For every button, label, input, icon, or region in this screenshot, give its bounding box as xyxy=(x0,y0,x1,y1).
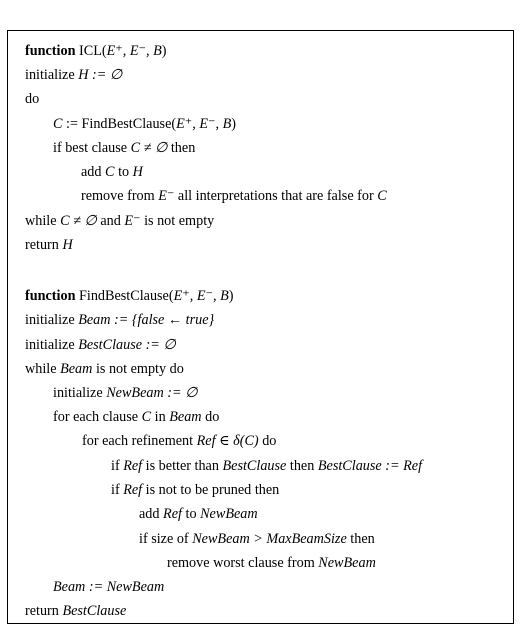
math-var: H xyxy=(132,164,143,180)
math-var: H xyxy=(62,237,73,253)
math-var: BestClause xyxy=(222,458,287,474)
math-expr: C ≠ ∅ xyxy=(60,213,97,229)
math-expr: H := ∅ xyxy=(78,67,123,83)
keyword: then xyxy=(350,531,375,547)
math-var: NewBeam xyxy=(318,555,376,571)
keyword: add xyxy=(139,506,160,522)
function-keyword: function xyxy=(25,43,76,59)
icl-add-line xyxy=(81,163,143,181)
keyword: if size of xyxy=(139,531,189,547)
math-var: C xyxy=(105,164,115,180)
math-var: C xyxy=(141,409,152,425)
fbc-init-best-line xyxy=(25,336,176,354)
fbc-add-line xyxy=(139,505,258,523)
function-name: ICL( xyxy=(79,43,107,59)
math-var: Beam xyxy=(169,409,202,425)
function-args: E⁺, E⁻, B xyxy=(106,43,162,59)
keyword: return xyxy=(25,603,59,619)
text: is better than xyxy=(145,458,219,474)
call-text: := FindBestClause( xyxy=(62,116,177,132)
text: is not empty xyxy=(144,213,215,229)
keyword: in xyxy=(154,409,166,425)
math-expr: NewBeam := ∅ xyxy=(106,385,198,401)
paren-close: ) xyxy=(231,116,236,132)
math-var: NewBeam xyxy=(200,506,258,522)
algorithm-box xyxy=(7,30,514,624)
math-var: E⁻ xyxy=(158,188,175,204)
keyword: initialize xyxy=(53,385,103,401)
keyword: and xyxy=(100,213,121,229)
keyword: initialize xyxy=(25,337,75,353)
math-var: BestClause xyxy=(62,603,127,619)
fbc-init-beam-line xyxy=(25,311,214,329)
keyword: while xyxy=(25,213,57,229)
math-expr: Ref ∈ δ(C) xyxy=(196,433,259,449)
function-args: E⁺, E⁻, B xyxy=(173,288,229,304)
keyword: while xyxy=(25,361,57,377)
math-expr: C ≠ ∅ xyxy=(130,140,168,156)
keyword: if xyxy=(111,482,120,498)
keyword: do xyxy=(262,433,277,449)
fbc-return-line xyxy=(25,602,126,620)
keyword: remove from xyxy=(81,188,155,204)
math-var: E⁻ xyxy=(124,213,141,229)
keyword: then xyxy=(289,458,315,474)
fbc-assign-beam-line xyxy=(53,578,164,596)
fbc-remove-worst-line xyxy=(167,554,376,572)
math-expr: BestClause := Ref xyxy=(317,458,423,474)
fbc-if-better-line xyxy=(111,457,422,475)
keyword: do xyxy=(25,91,40,107)
keyword: if xyxy=(111,458,120,474)
fbc-init-newbeam-line xyxy=(53,384,197,402)
math-expr: Beam := {false ← true} xyxy=(78,312,215,328)
keyword: to xyxy=(118,164,130,180)
text: is not to be pruned then xyxy=(145,482,280,498)
keyword: if best clause xyxy=(53,140,128,156)
function-keyword: function xyxy=(25,288,76,304)
icl-assign-line xyxy=(53,115,236,133)
fbc-for-clause-line xyxy=(53,408,219,426)
math-expr: Beam := NewBeam xyxy=(53,579,165,595)
function-name: FindBestClause( xyxy=(79,288,174,304)
math-var: Beam xyxy=(60,361,93,377)
keyword: initialize xyxy=(25,312,75,328)
text: remove worst clause from xyxy=(167,555,315,571)
fbc-while-line xyxy=(25,360,184,378)
math-var: C xyxy=(377,188,387,204)
math-var: Ref xyxy=(123,482,143,498)
keyword: do xyxy=(205,409,220,425)
math-expr: NewBeam > MaxBeamSize xyxy=(192,531,347,547)
math-var: Ref xyxy=(163,506,182,522)
fbc-if-size-line xyxy=(139,530,375,548)
icl-if-line xyxy=(53,139,195,157)
text: all interpretations that are false for xyxy=(177,188,374,204)
keyword: for each refinement xyxy=(82,433,194,449)
icl-remove-line xyxy=(81,187,387,205)
keyword: for each clause xyxy=(53,409,139,425)
keyword: add xyxy=(81,164,102,180)
fbc-for-refinement-line xyxy=(82,432,276,450)
math-expr: BestClause := ∅ xyxy=(78,337,176,353)
icl-do-line xyxy=(25,90,39,108)
icl-header xyxy=(25,42,167,60)
paren-close: ) xyxy=(228,288,234,304)
fbc-header xyxy=(25,287,234,305)
keyword: initialize xyxy=(25,67,75,83)
text: is not empty do xyxy=(95,361,184,377)
math-var: Ref xyxy=(123,458,143,474)
keyword: return xyxy=(25,237,59,253)
icl-while-line xyxy=(25,212,214,230)
keyword: to xyxy=(185,506,197,522)
function-args: E⁺, E⁻, B xyxy=(176,116,232,132)
fbc-if-pruned-line xyxy=(111,481,279,499)
math-var: C xyxy=(53,116,63,132)
paren-close: ) xyxy=(161,43,167,59)
icl-return-line xyxy=(25,236,73,254)
icl-init-line xyxy=(25,66,122,84)
keyword: then xyxy=(170,140,196,156)
